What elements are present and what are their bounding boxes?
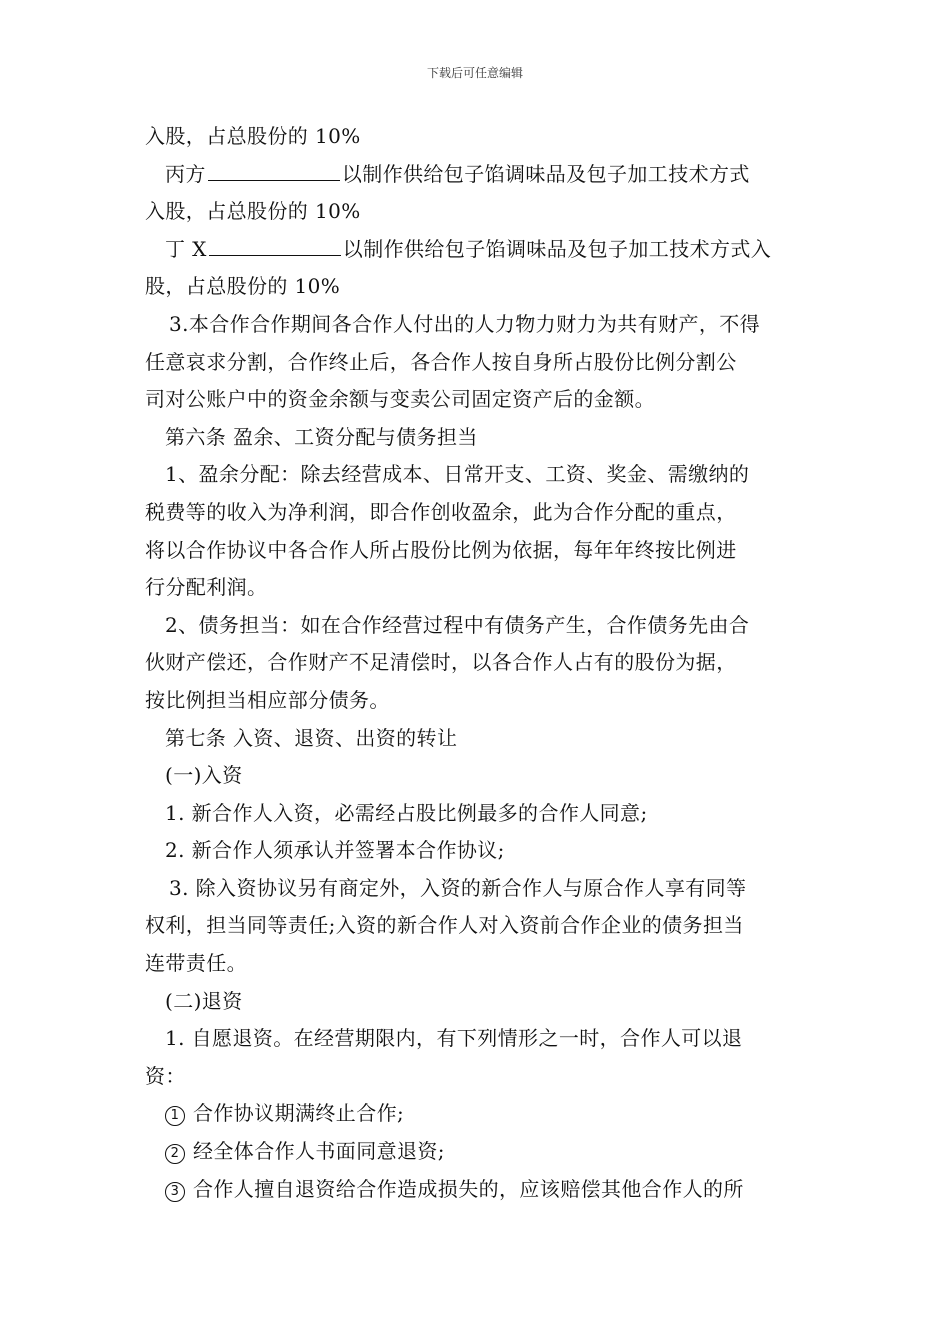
list-item (145, 1133, 810, 1171)
party-d-name: 丁 X (165, 236, 207, 261)
list-item-text: 合作人擅自退资给合作造成损失的，应该赔偿其他合作人的所 (193, 1176, 744, 1201)
party-c-desc: 以制作供给包子馅调味品及包子加工技术方式 (341, 161, 750, 186)
text-line: 权利，担当同等责任;入资的新合作人对入资前合作企业的债务担当 (145, 913, 744, 938)
page-header: 下载后可任意编辑 (426, 66, 523, 80)
text-line: 入股，占总股份的 10% (145, 199, 361, 224)
text-line: 行分配利润。 (145, 575, 268, 600)
text-line: 任意哀求分割，合作终止后，各合作人按自身所占股份比例分割公 (145, 349, 737, 374)
circled-number-icon: 2 (165, 1144, 185, 1164)
list-item (145, 1171, 810, 1209)
text-line: 1、盈余分配：除去经营成本、日常开支、工资、奖金、需缴纳的 (165, 462, 750, 487)
list-item-text: 合作协议期满终止合作; (193, 1101, 405, 1126)
party-d-desc: 以制作供给包子馅调味品及包子加工技术方式入 (342, 236, 772, 261)
party-c-blank (208, 158, 340, 181)
party-c-name: 丙方 (165, 161, 206, 186)
text-line: 1. 自愿退资。在经营期限内，有下列情形之一时，合作人可以退 (165, 1026, 743, 1051)
text-line: 资： (145, 1063, 186, 1088)
section-heading: 第六条 盈余、工资分配与债务担当 (165, 424, 478, 449)
party-d-blank (209, 233, 341, 256)
text-line: 税费等的收入为净利润，即合作创收盈余，此为合作分配的重点， (145, 499, 737, 524)
text-line: 伙财产偿还，合作财产不足清偿时，以各合作人占有的股份为据， (145, 650, 737, 675)
text-line: 入股，占总股份的 10% (145, 124, 361, 148)
list-item (145, 1095, 810, 1133)
text-line: 1. 新合作人入资，必需经占股比例最多的合作人同意; (165, 800, 648, 825)
text-line: 2. 新合作人须承认并签署本合作协议; (165, 838, 505, 863)
subsection-heading: (一)入资 (165, 763, 243, 788)
text-line: 司对公账户中的资金余额与变卖公司固定资产后的金额。 (145, 387, 655, 412)
text-line: 股，占总股份的 10% (145, 274, 341, 299)
text-line: 3.本合作合作期间各合作人付出的人力物力财力为共有财产，不得 (169, 311, 761, 336)
text-line: 3. 除入资协议另有商定外，入资的新合作人与原合作人享有同等 (169, 875, 747, 900)
section-heading: 第七条 入资、退资、出资的转让 (165, 725, 458, 750)
party-c-line (145, 156, 810, 194)
document-body (145, 118, 810, 1208)
text-line: 2、债务担当：如在合作经营过程中有债务产生，合作债务先由合 (165, 612, 750, 637)
text-line: 连带责任。 (145, 951, 247, 976)
circled-number-icon: 1 (165, 1106, 185, 1126)
list-item-text: 经全体合作人书面同意退资; (193, 1139, 445, 1164)
text-line: 将以合作协议中各合作人所占股份比例为依据，每年年终按比例进 (145, 537, 737, 562)
circled-number-icon: 3 (165, 1182, 185, 1202)
party-d-line (145, 231, 810, 269)
text-line: 按比例担当相应部分债务。 (145, 687, 390, 712)
subsection-heading: (二)退资 (165, 988, 243, 1013)
